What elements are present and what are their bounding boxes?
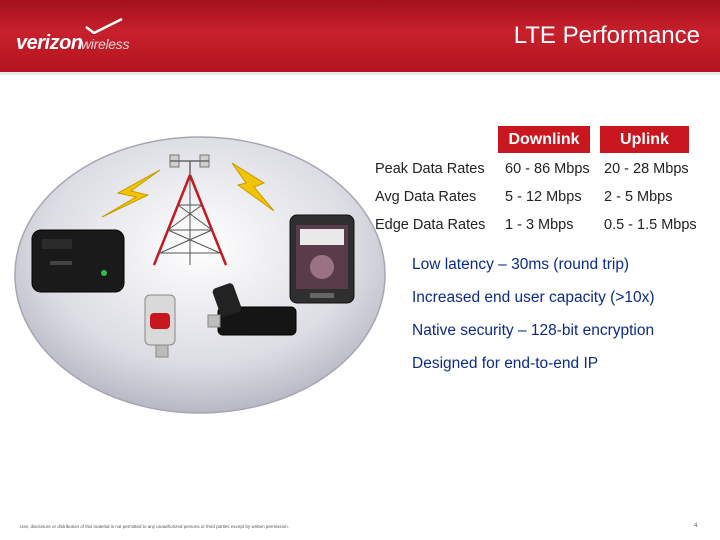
verizon-wireless-logo <box>16 18 166 58</box>
smartphone-icon <box>290 215 354 303</box>
page-title: LTE Performance <box>513 22 700 49</box>
logo-brand-sub: wireless <box>81 36 130 52</box>
feature-item: Native security – 128-bit encryption <box>412 322 655 339</box>
downlink-header: Downlink <box>498 126 590 153</box>
header-divider <box>0 72 720 75</box>
page-number: 4 <box>694 523 698 529</box>
feature-item: Low latency – 30ms (round trip) <box>412 256 630 273</box>
checkmark-icon <box>84 18 124 34</box>
row-label: Edge Data Rates <box>375 217 486 233</box>
uplink-header: Uplink <box>600 126 689 153</box>
row-uplink: 0.5 - 1.5 Mbps <box>604 217 697 233</box>
network-illustration <box>10 135 390 415</box>
logo-brand-main: verizon <box>16 32 83 54</box>
row-label: Peak Data Rates <box>375 161 485 177</box>
row-downlink: 60 - 86 Mbps <box>505 161 590 177</box>
row-downlink: 5 - 12 Mbps <box>505 189 582 205</box>
feature-item: Increased end user capacity (>10x) <box>412 289 655 306</box>
row-uplink: 20 - 28 Mbps <box>604 161 689 177</box>
mobile-hotspot-icon <box>32 230 124 292</box>
feature-item: Designed for end-to-end IP <box>412 355 599 372</box>
footer-disclaimer: Use, disclosure or distribution of this material is not permitted to any unauthorized persons or third parties except by written permission. <box>20 524 289 529</box>
row-downlink: 1 - 3 Mbps <box>505 217 574 233</box>
row-uplink: 2 - 5 Mbps <box>604 189 673 205</box>
row-label: Avg Data Rates <box>375 189 477 205</box>
